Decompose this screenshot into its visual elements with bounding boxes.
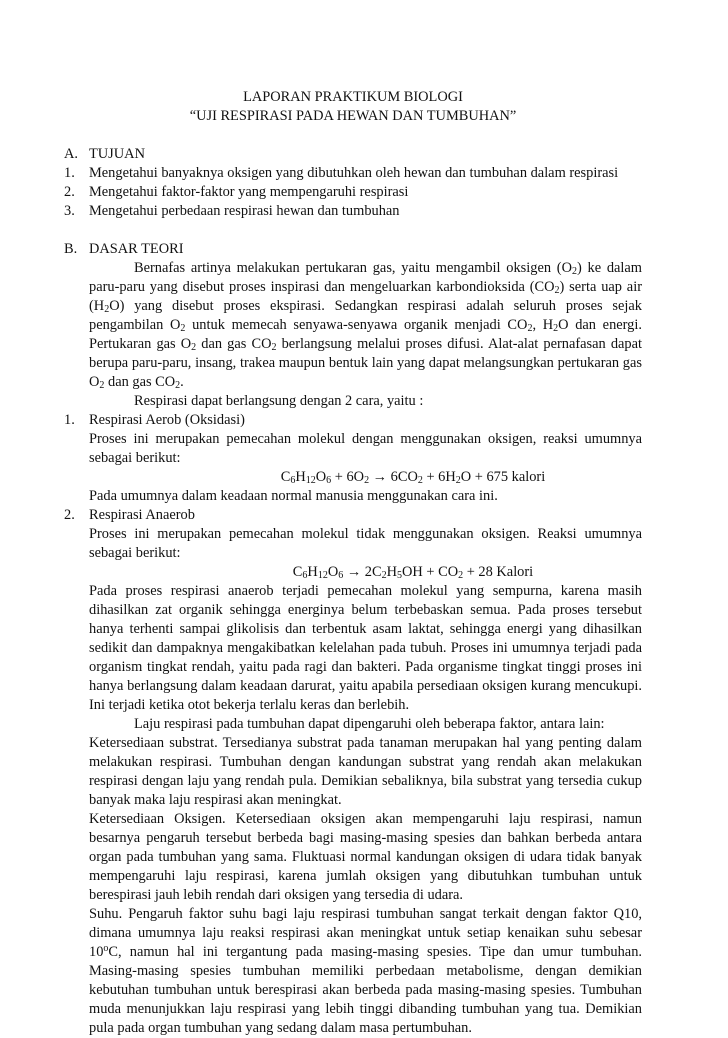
- aerob-title: Respirasi Aerob (Oksidasi): [89, 412, 245, 428]
- anaerob-body: [89, 525, 642, 1038]
- anaerob-description: Proses ini merupakan pemecahan molekul tidak menggunakan oksigen. Reaksi umumnya sebagai berikut:: [89, 526, 642, 561]
- aerob-note: Pada umumnya dalam keadaan normal manusia menggunakan cara ini.: [89, 488, 498, 504]
- aerob-description: Proses ini merupakan pemecahan molekul dengan menggunakan oksigen, reaksi umumnya sebagai berikut:: [89, 431, 642, 466]
- two-ways-sentence: Respirasi dapat berlangsung dengan 2 cara, yaitu :: [134, 393, 424, 409]
- anaerob-heading: [64, 506, 642, 525]
- dasar-teori-body: [89, 259, 642, 411]
- title-line-2: “UJI RESPIRASI PADA HEWAN DAN TUMBUHAN”: [189, 108, 517, 124]
- list-item: [64, 164, 642, 183]
- title-line-1: LAPORAN PRAKTIKUM BIOLOGI: [243, 89, 463, 105]
- list-item-text: Mengetahui perbedaan respirasi hewan dan tumbuhan: [89, 203, 400, 219]
- anaerob-formula: $C_6H_{12}O_6 \to 2C_2H_5OH + CO_2 + 28$ Kalori: [292, 564, 534, 581]
- anaerob-explanation: Pada proses respirasi anaerob terjadi pemecahan molekul yang sempurna, karena masih dihasilkan zat organik sehingga energinya belum terbebaskan semua. Pada proses tersebut hanya terhenti sampai glikolisis dan terbentuk asam laktat, sehingga energi yang dihasilkan sedikit dan dampaknya mengakibatkan kelelahan pada tubuh. Proses ini umumnya terjadi pada organism tingkat rendah, yaitu pada ragi dan bakteri. Pada organisme tingkat tinggi proses ini hanya berlangsung dalam keadaan darurat, yaitu apabila persediaan oksigen kurang mencukupi. Ini terjadi ketika otot bekerja terlalu keras dan berlebih.: [89, 583, 642, 713]
- list-item: [64, 202, 642, 221]
- aerob-number: 1.: [64, 412, 75, 428]
- aerob-body: [89, 430, 642, 506]
- list-item-number: 3.: [64, 203, 75, 219]
- anaerob-title: Respirasi Anaerob: [89, 507, 195, 523]
- section-a-title: TUJUAN: [89, 146, 145, 162]
- list-item-text: Mengetahui banyaknya oksigen yang dibutuhkan oleh hewan dan tumbuhan dalam respirasi: [89, 165, 619, 181]
- section-b-letter: B.: [64, 241, 78, 257]
- section-a-heading: [64, 145, 642, 164]
- intro-paragraph: Bernafas artinya melakukan pertukaran gas, yaitu mengambil oksigen $(O_2)$ ke dalam paru-paru yang disebut proses inspirasi dan mengeluarkan karbondioksida $(CO_2)$ serta uap air $(H_2O)$ yang disebut proses ekspirasi. Sedangkan respirasi adalah seluruh proses sejak pengambilan $O_2$ untuk memecah senyawa-senyawa organik menjadi $CO_2$, $H_2O$ dan energi. Pertukaran gas $O_2$ dan gas $CO_2$ berlangsung melalui proses difusi. Alat-alat pernafasan dapat berupa paru-paru, insang, trakea maupun bentuk lain yang dapat melangsungkan pertukaran gas $O_2$ dan gas $CO_2$.: [89, 260, 643, 391]
- list-item-number: 1.: [64, 165, 75, 181]
- factor-substrat: Ketersediaan substrat. Tersedianya substrat pada tanaman merupakan hal yang penting dalam melakukan respirasi. Tumbuhan dengan kandungan substrat yang rendah akan melakukan respirasi dengan laju yang rendah pula. Demikian sebaliknya, bila substrat yang tersedia cukup banyak maka laju respirasi akan meningkat.: [89, 735, 642, 808]
- section-b-heading: [64, 240, 642, 259]
- factor-oksigen: Ketersediaan Oksigen. Ketersediaan oksigen akan mempengaruhi laju respirasi, namun besarnya pengaruh tersebut berbeda bagi masing-masing spesies dan bahkan berbeda antara organ pada tumbuhan yang sama. Fluktuasi normal kandungan oksigen di udara tidak banyak mempengaruhi laju respirasi, karena jumlah oksigen yang dibutuhkan tumbuhan untuk berespirasi jauh lebih rendah dari oksigen yang tersedia di udara.: [89, 811, 642, 903]
- list-item: [64, 183, 642, 202]
- aerob-heading: [64, 411, 642, 430]
- list-item-text: Mengetahui faktor-faktor yang mempengaruhi respirasi: [89, 184, 409, 200]
- anaerob-number: 2.: [64, 507, 75, 523]
- section-a-letter: A.: [64, 146, 78, 162]
- factor-suhu: Suhu. Pengaruh faktor suhu bagi laju respirasi tumbuhan sangat terkait dengan faktor Q10, dimana umumnya laju reaksi respirasi akan meningkat untuk setiap kenaikan suhu sebesar 10$^o$C, namun hal ini tergantung pada masing-masing spesies. Tipe dan umur tumbuhan. Masing-masing spesies tumbuhan memiliki perbedaan metabolisme, dengan demikian kebutuhan tumbuhan untuk berespirasi akan berbeda pada masing-masing spesies. Tumbuhan muda menunjukkan laju respirasi yang lebih tinggi dibanding tumbuhan yang tua. Demikian pula pada organ tumbuhan yang sedang dalam masa pertumbuhan.: [89, 906, 642, 1036]
- report-title: [64, 88, 642, 126]
- list-item-number: 2.: [64, 184, 75, 200]
- factors-intro: Laju respirasi pada tumbuhan dapat dipengaruhi oleh beberapa faktor, antara lain:: [134, 716, 605, 732]
- aerob-formula: $C_6H_{12}O_6 + 6O_2 \to 6CO_2 + 6H_2O + 675$ kalori: [280, 469, 546, 486]
- tujuan-list: [64, 164, 642, 221]
- section-b-title: DASAR TEORI: [89, 241, 184, 257]
